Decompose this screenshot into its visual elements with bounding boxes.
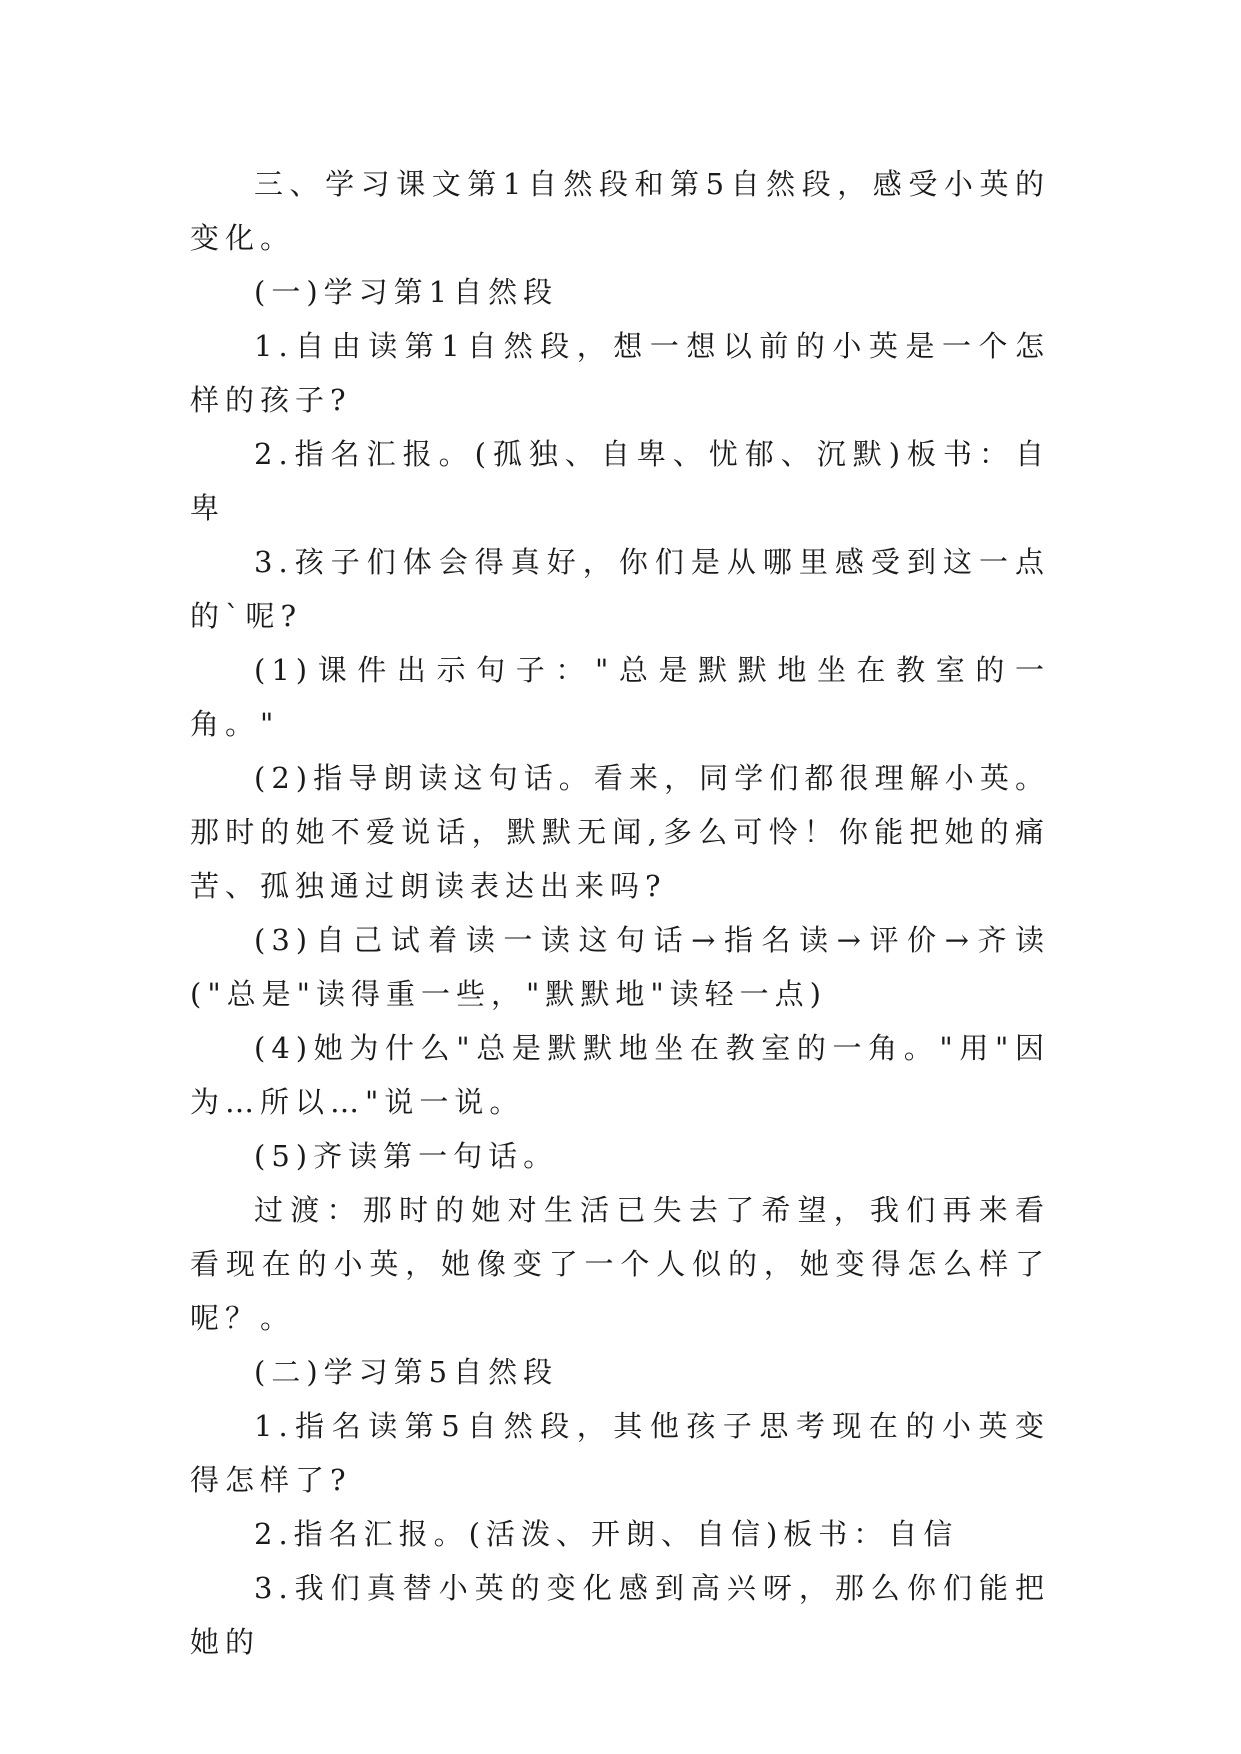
paragraph-step-1b: 1.指名读第5自然段，其他孩子思考现在的小英变得怎样了? [190, 1409, 1050, 1497]
paragraph-step-2b: 2.指名汇报。(活泼、开朗、自信)板书：自信 [254, 1517, 959, 1551]
paragraph-subsection-2-heading: (二)学习第5自然段 [254, 1355, 559, 1389]
paragraph-step-3: 3.孩子们体会得真好，你们是从哪里感受到这一点的`呢? [190, 545, 1050, 633]
paragraph-section-3-heading: 三、学习课文第1自然段和第5自然段，感受小英的变化。 [190, 167, 1050, 255]
paragraph-substep-3: (3)自己试着读一读这句话→指名读→评价→齐读("总是"读得重一些，"默默地"读轻一点) [190, 923, 1050, 1011]
paragraph-substep-5: (5)齐读第一句话。 [254, 1139, 559, 1173]
paragraph-step-2: 2.指名汇报。(孤独、自卑、忧郁、沉默)板书：自卑 [190, 437, 1050, 525]
paragraph-substep-1: (1)课件出示句子："总是默默地坐在教室的一角。" [190, 653, 1050, 741]
paragraph-substep-2: (2)指导朗读这句话。看来，同学们都很理解小英。那时的她不爱说话，默默无闻,多么可怜！你能把她的痛苦、孤独通过朗读表达出来吗? [190, 761, 1050, 903]
paragraph-step-3b: 3.我们真替小英的变化感到高兴呀，那么你们能把她的 [190, 1571, 1050, 1659]
document-page [190, 157, 1050, 1669]
paragraph-transition: 过渡：那时的她对生活已失去了希望，我们再来看看现在的小英，她像变了一个人似的，她变得怎么样了呢？。 [190, 1193, 1050, 1335]
paragraph-substep-4: (4)她为什么"总是默默地坐在教室的一角。"用"因为…所以…"说一说。 [190, 1031, 1050, 1119]
paragraph-step-1: 1.自由读第1自然段，想一想以前的小英是一个怎样的孩子? [190, 329, 1050, 417]
paragraph-subsection-1-heading: (一)学习第1自然段 [254, 275, 559, 309]
